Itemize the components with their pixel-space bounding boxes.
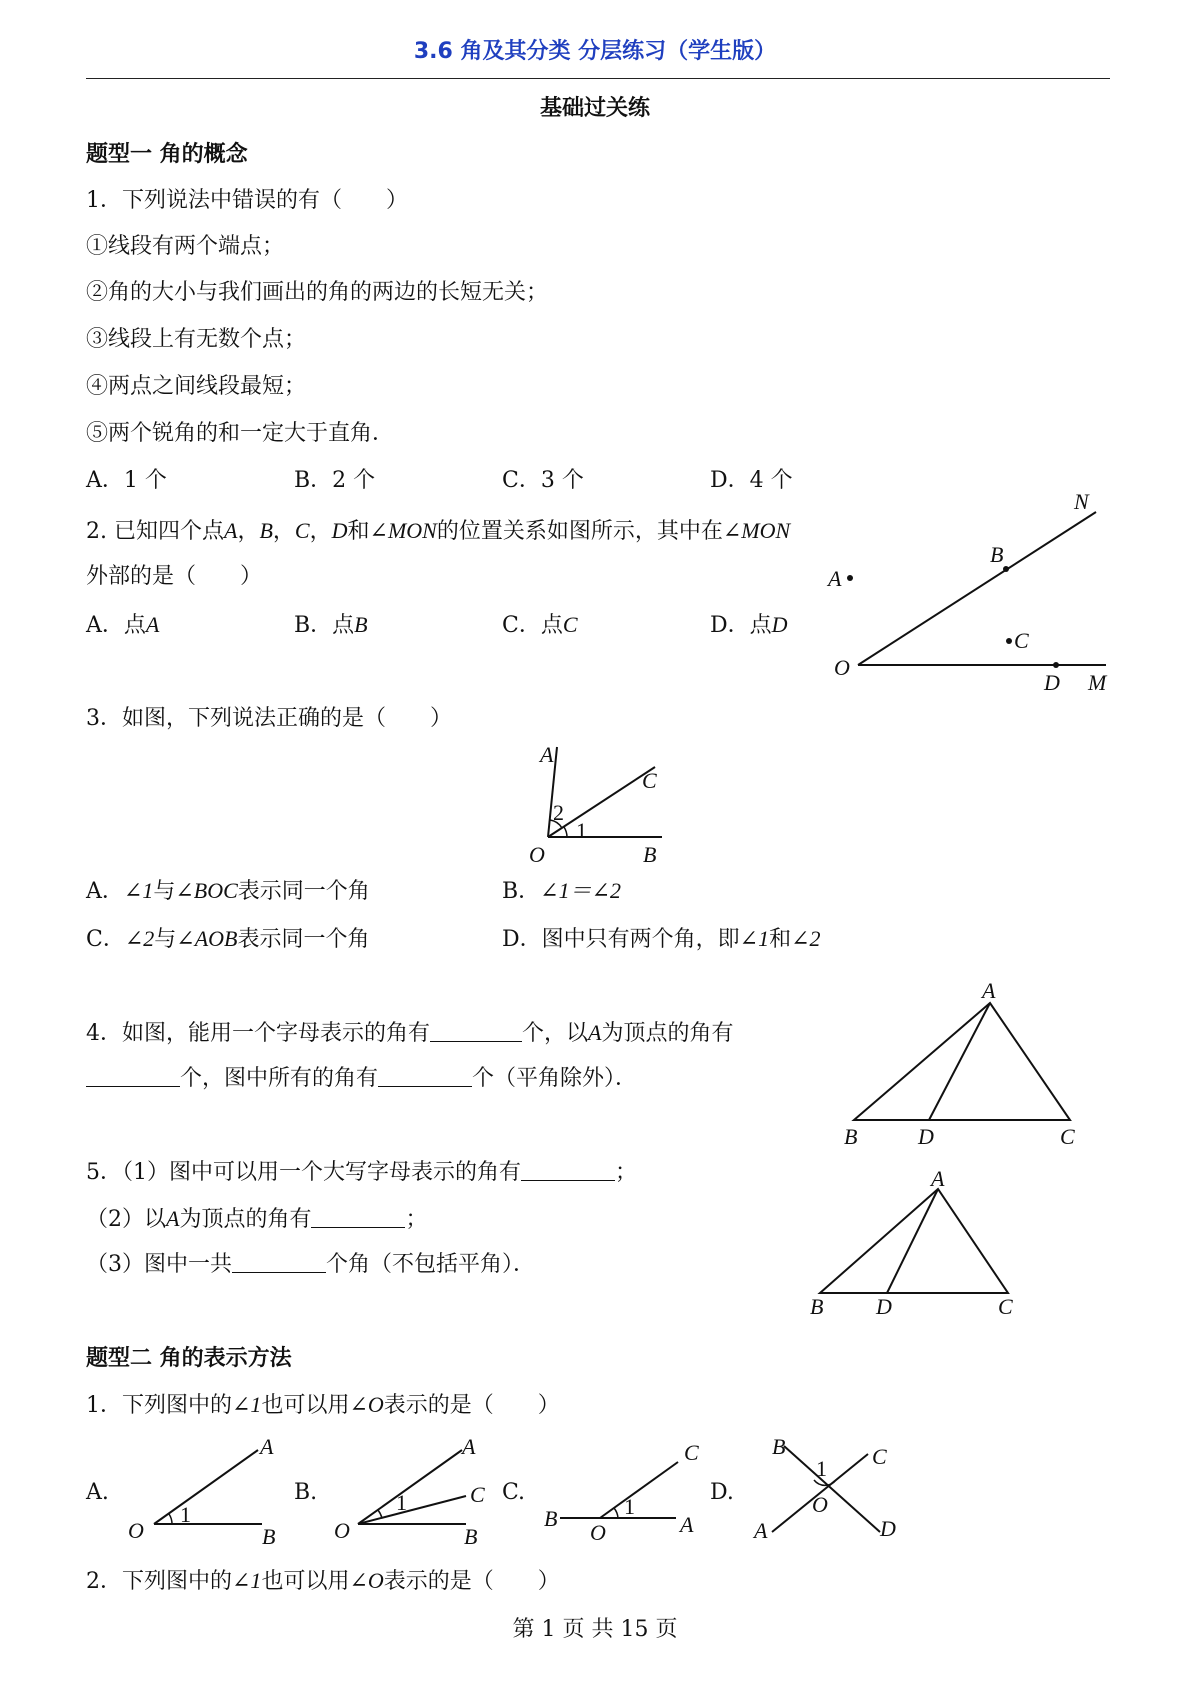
page-header: 3.6 角及其分类 分层练习（学生版） (413, 39, 777, 64)
t2-q1-option-b: B. (294, 1480, 318, 1505)
t2-figb-label-o: O (334, 1518, 350, 1543)
q5-var-a: A (166, 1206, 180, 1231)
q2-option-d-var: D (771, 612, 788, 637)
t2-q1-stem-b: 也可以用 (261, 1393, 350, 1418)
t2-q2-ango: ∠O (349, 1568, 384, 1593)
t2-q2-stem-b: 也可以用 (261, 1569, 350, 1594)
t2-q1-option-c: C. (502, 1480, 526, 1505)
q3-stem: 3．如图，下列说法正确的是（ ） (86, 706, 452, 731)
q3-label-a: A (540, 742, 554, 767)
q2-option-c-label: C．点 (502, 613, 563, 638)
t2-q1-option-d: D. (710, 1480, 734, 1505)
q2-label-n: N (1074, 489, 1089, 514)
q4-text-5: 个（平角除外）． (472, 1066, 638, 1091)
q5-text-5: 个角（不包括平角）． (326, 1252, 536, 1277)
q4-text-3: 为顶点的角有 (601, 1021, 734, 1046)
q2-label-o: O (834, 655, 850, 680)
t2-q1-ang1: ∠1 (232, 1392, 262, 1417)
t2-q2-stem-a: 2．下列图中的 (86, 1569, 232, 1594)
q3-option-a-mid: 与 (153, 879, 176, 904)
t2-q2-stem (86, 1566, 560, 1597)
q1-statement-5: ⑤两个锐角的和一定大于直角． (86, 421, 395, 446)
q5-text-1: 5．（1）图中可以用一个大写字母表示的角有 (86, 1160, 521, 1185)
q5-text-1-end: ； (615, 1160, 638, 1185)
q3-label-c: C (642, 768, 657, 793)
type1-title: 题型一 角的概念 (86, 142, 248, 167)
q2-var-d: D (331, 518, 348, 543)
t2-figc-label-b: B (544, 1506, 558, 1531)
t2-figc-label-1: 1 (624, 1494, 635, 1519)
t2-figd-label-c: C (872, 1444, 887, 1469)
q3-option-a-ang1: ∠1 (123, 878, 154, 903)
q2-option-d-label: D．点 (710, 613, 772, 638)
q2-sep-2: ， (272, 519, 295, 544)
q5-label-c: C (998, 1294, 1013, 1319)
q2-stem-line2: 外部的是（ ） (86, 564, 263, 589)
t2-figd-label-a: A (754, 1518, 768, 1543)
q1-option-a: A．1 个 (86, 468, 167, 493)
type2-title: 题型二 角的表示方法 (86, 1346, 292, 1371)
q2-option-a-var: A (145, 612, 160, 637)
q4-label-b: B (844, 1124, 858, 1149)
t2-q1-ango: ∠O (349, 1392, 384, 1417)
t2-figd-label-1: 1 (816, 1456, 827, 1481)
q2-option-a-label: A．点 (86, 613, 146, 638)
q3-option-c-post: 表示同一个角 (237, 927, 370, 952)
q2-angle-mon: ∠MON (369, 518, 437, 543)
q1-option-d: D．4 个 (710, 468, 793, 493)
q1-option-b: B．2 个 (294, 468, 376, 493)
t2-figb-label-c: C (470, 1482, 485, 1507)
q1-statement-2: ②角的大小与我们画出的角的两边的长短无关； (86, 280, 549, 305)
q5-text-2: （2）以 (86, 1207, 166, 1232)
q3-option-b-pre: B． (502, 879, 541, 904)
q2-sep-1: ， (237, 519, 260, 544)
t2-figb-label-1: 1 (396, 1490, 407, 1515)
q2-var-c: C (294, 518, 310, 543)
q3-option-a-ang2: ∠BOC (175, 878, 238, 903)
q2-var-b: B (259, 518, 273, 543)
q4-label-a: A (982, 978, 996, 1003)
t2-figa-label-1: 1 (180, 1502, 191, 1527)
q5-text-3-end: ； (405, 1207, 428, 1232)
q3-option-d-ang1: ∠1 (739, 926, 770, 951)
q4-text-2: 个，以 (522, 1021, 589, 1046)
t2-q2-ang1: ∠1 (232, 1568, 262, 1593)
q3-option-c-ang2: ∠AOB (176, 926, 238, 951)
t2-figd-line-bd (784, 1446, 880, 1532)
t2-q2-stem-c: 表示的是（ ） (383, 1569, 560, 1594)
q5-label-d: D (876, 1294, 892, 1319)
q1-option-c: C．3 个 (502, 468, 584, 493)
q2-option-b-label: B．点 (294, 613, 355, 638)
t2-figc-label-a: A (680, 1512, 694, 1537)
t2-figc-label-o: O (590, 1520, 606, 1545)
q2-label-m: M (1088, 670, 1107, 695)
t2-figa-label-a: A (260, 1434, 274, 1459)
q3-option-a-pre: A． (86, 879, 124, 904)
q3-option-b-expr: ∠1＝∠2 (540, 878, 622, 903)
q2-option-b-var: B (354, 612, 368, 637)
t2-figb-label-a: A (462, 1434, 476, 1459)
q2-sep-3: ， (309, 519, 332, 544)
q3-label-b: B (643, 842, 657, 867)
t2-q1-stem-c: 表示的是（ ） (383, 1393, 560, 1418)
t2-q1-stem-a: 1．下列图中的 (86, 1393, 232, 1418)
q2-label-a: A (828, 566, 842, 591)
t2-figd-label-b: B (772, 1434, 786, 1459)
q5-label-a: A (931, 1166, 945, 1191)
q4-text-1: 4．如图，能用一个字母表示的角有 (86, 1021, 430, 1046)
q2-stem-post: 的位置关系如图所示，其中在 (436, 519, 723, 544)
q3-option-d-mid: 和 (769, 927, 792, 952)
q1-statement-4: ④两点之间线段最短； (86, 374, 307, 399)
q4-text-4: 个，图中所有的角有 (180, 1066, 379, 1091)
q2-stem-mid: 和 (347, 519, 370, 544)
q5-text-4: （3）图中一共 (86, 1252, 232, 1277)
q5-text-3: 为顶点的角有 (179, 1207, 312, 1232)
t2-figc-label-c: C (684, 1440, 699, 1465)
q3-option-d-pre: D．图中只有两个角，即 (502, 927, 740, 952)
page-footer: 第 1 页 共 15 页 (512, 1617, 678, 1642)
t2-figa-label-b: B (262, 1524, 276, 1549)
q3-option-c-ang1: ∠2 (124, 926, 155, 951)
q1-stem: 1．下列说法中错误的有（ ） (86, 188, 408, 213)
q2-label-c: C (1014, 628, 1029, 653)
t2-q1-option-a: A. (86, 1480, 109, 1505)
q2-var-a: A (223, 518, 238, 543)
q3-option-c-pre: C． (86, 927, 125, 952)
q4-var-a: A (588, 1020, 602, 1045)
t2-figd-label-o: O (812, 1492, 828, 1517)
t2-figb-label-b: B (464, 1524, 478, 1549)
q2-angle-mon-2: ∠MON (722, 518, 791, 543)
q2-label-d: D (1044, 670, 1060, 695)
q4-label-d: D (918, 1124, 934, 1149)
q2-stem-pre: 2. 已知四个点 (86, 519, 224, 544)
q3-option-a-post: 表示同一个角 (237, 879, 370, 904)
q3-label-o: O (529, 842, 545, 867)
q3-option-c-mid: 与 (154, 927, 177, 952)
q1-statement-3: ③线段上有无数个点； (86, 327, 307, 352)
t2-figd-label-d: D (880, 1516, 896, 1541)
q3-option-d-ang2: ∠2 (791, 926, 821, 951)
q5-label-b: B (810, 1294, 824, 1319)
q4-label-c: C (1060, 1124, 1075, 1149)
q2-label-b: B (990, 542, 1004, 567)
q1-statement-1: ①线段有两个端点； (86, 234, 285, 259)
q3-label-2: 2 (553, 800, 564, 825)
section-title: 基础过关练 (539, 96, 650, 121)
q2-option-c-var: C (562, 612, 578, 637)
t2-figa-label-o: O (128, 1518, 144, 1543)
q3-label-1: 1 (576, 818, 587, 843)
